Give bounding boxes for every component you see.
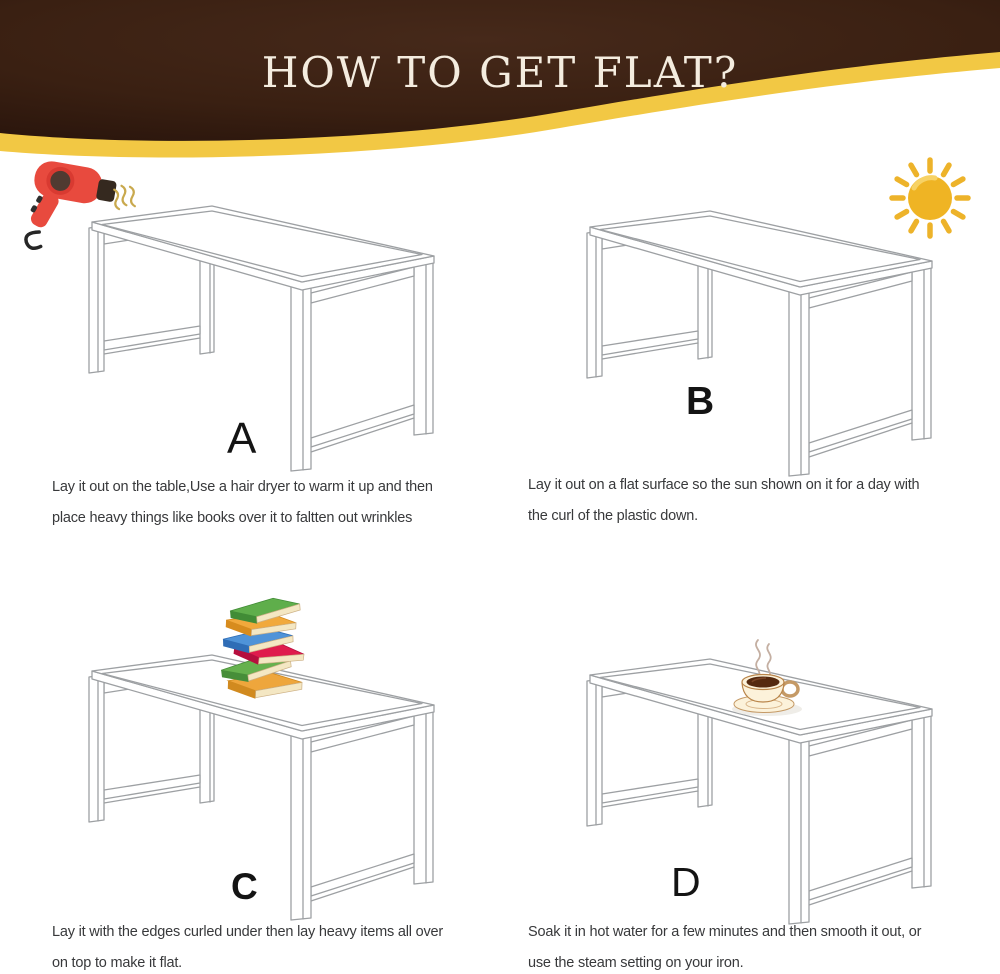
description-line: the curl of the plastic down. xyxy=(528,508,698,524)
description-line: on top to make it flat. xyxy=(52,955,182,971)
coffee-cup-icon xyxy=(724,636,812,720)
method-description-d xyxy=(528,917,921,974)
description-line: use the steam setting on your iron. xyxy=(528,955,744,971)
method-description-a xyxy=(52,472,433,534)
books-icon xyxy=(220,597,315,717)
method-description-c xyxy=(52,917,443,974)
method-label-b: B xyxy=(686,380,715,423)
method-label-d: D xyxy=(671,859,701,905)
method-label-a: A xyxy=(227,414,257,463)
method-label-c: C xyxy=(231,866,258,907)
hair-dryer-icon xyxy=(22,156,137,266)
method-description-b xyxy=(528,470,919,532)
sun-icon xyxy=(888,156,973,241)
page-title: HOW TO GET FLAT? xyxy=(261,48,739,98)
description-line: place heavy things like books over it to faltten out wrinkles xyxy=(52,510,413,526)
description-line: Soak it in hot water for a few minutes and then smooth it out, or xyxy=(528,924,922,940)
description-line: Lay it out on the table,Use a hair dryer to warm it up and then xyxy=(52,479,433,495)
description-line: Lay it out on a flat surface so the sun shown on it for a day with xyxy=(528,477,920,493)
description-line: Lay it with the edges curled under then lay heavy items all over xyxy=(52,924,444,940)
